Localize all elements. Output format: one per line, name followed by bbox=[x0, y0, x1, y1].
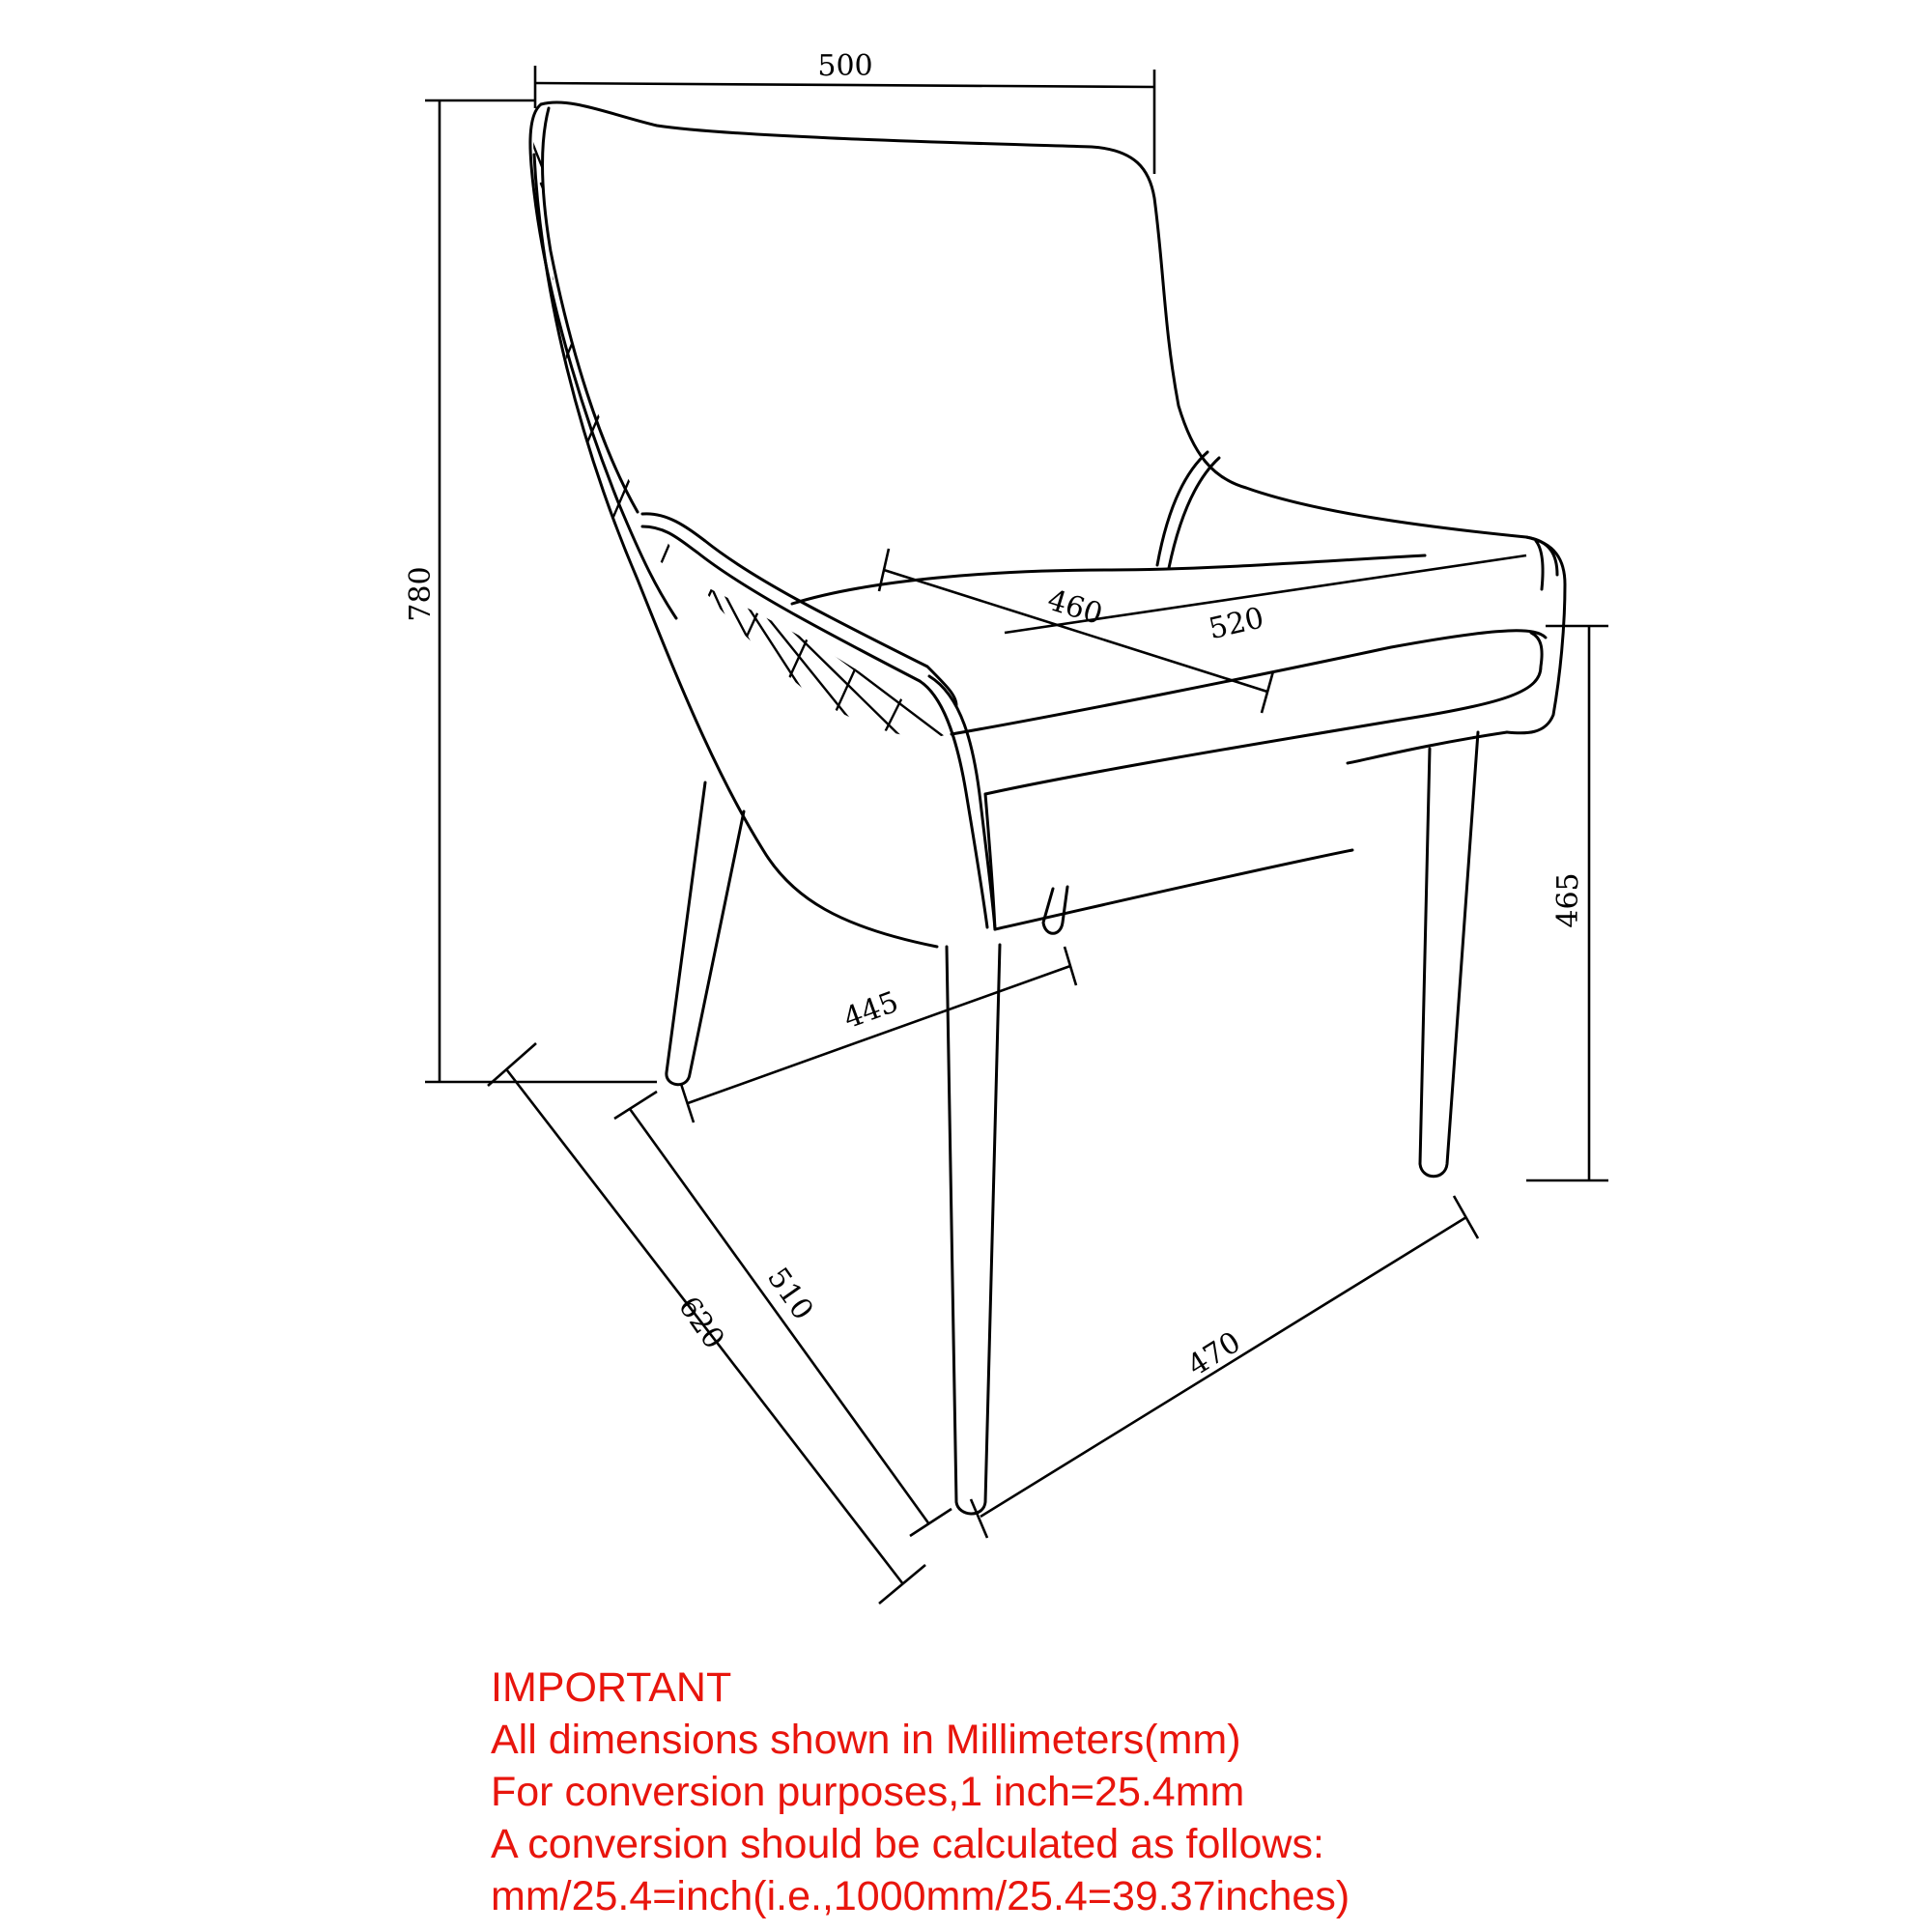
back-rail-inner bbox=[1169, 458, 1219, 568]
shell-outer-curve bbox=[534, 155, 937, 947]
notes-line-4: mm/25.4=inch(i.e.,1000mm/25.4=39.37inches) bbox=[491, 1873, 1350, 1919]
dim-label-500: 500 bbox=[817, 49, 873, 83]
backrest-outline bbox=[541, 102, 1557, 575]
seat-back-edge bbox=[792, 555, 1425, 604]
dim-label-780: 780 bbox=[404, 566, 438, 622]
back-rail bbox=[1157, 452, 1208, 565]
front-right-leg bbox=[1420, 732, 1478, 1177]
dim-label-465: 465 bbox=[1551, 872, 1585, 928]
quilted-back-pattern bbox=[529, 135, 947, 753]
notes-line-3: A conversion should be calculated as follows: bbox=[491, 1821, 1324, 1867]
backrest-left-edge bbox=[530, 104, 676, 618]
important-notes bbox=[491, 1662, 1650, 1922]
seat-bottom-edge bbox=[995, 850, 1352, 929]
arm-front-curve bbox=[920, 681, 987, 927]
notes-line-1: All dimensions shown in Millimeters(mm) bbox=[491, 1717, 1241, 1763]
dim-label-470: 470 bbox=[1181, 1324, 1247, 1383]
right-arm-bottom bbox=[1348, 732, 1507, 763]
seat-front-top bbox=[952, 631, 1546, 734]
dim-label-460: 460 bbox=[1043, 582, 1107, 633]
back-left-leg bbox=[667, 782, 744, 1085]
dim-label-620: 620 bbox=[671, 1291, 731, 1356]
dim-label-445: 445 bbox=[838, 984, 903, 1037]
dimension-lines bbox=[425, 66, 1608, 1604]
dim-label-520: 520 bbox=[1206, 601, 1267, 647]
dim-label-510: 510 bbox=[760, 1262, 820, 1327]
notes-line-2: For conversion purposes,1 inch=25.4mm bbox=[491, 1769, 1245, 1815]
notes-heading: IMPORTANT bbox=[491, 1664, 732, 1711]
right-arm-inner bbox=[1536, 541, 1543, 589]
back-right-leg bbox=[1043, 887, 1067, 933]
front-left-leg bbox=[947, 945, 1000, 1514]
